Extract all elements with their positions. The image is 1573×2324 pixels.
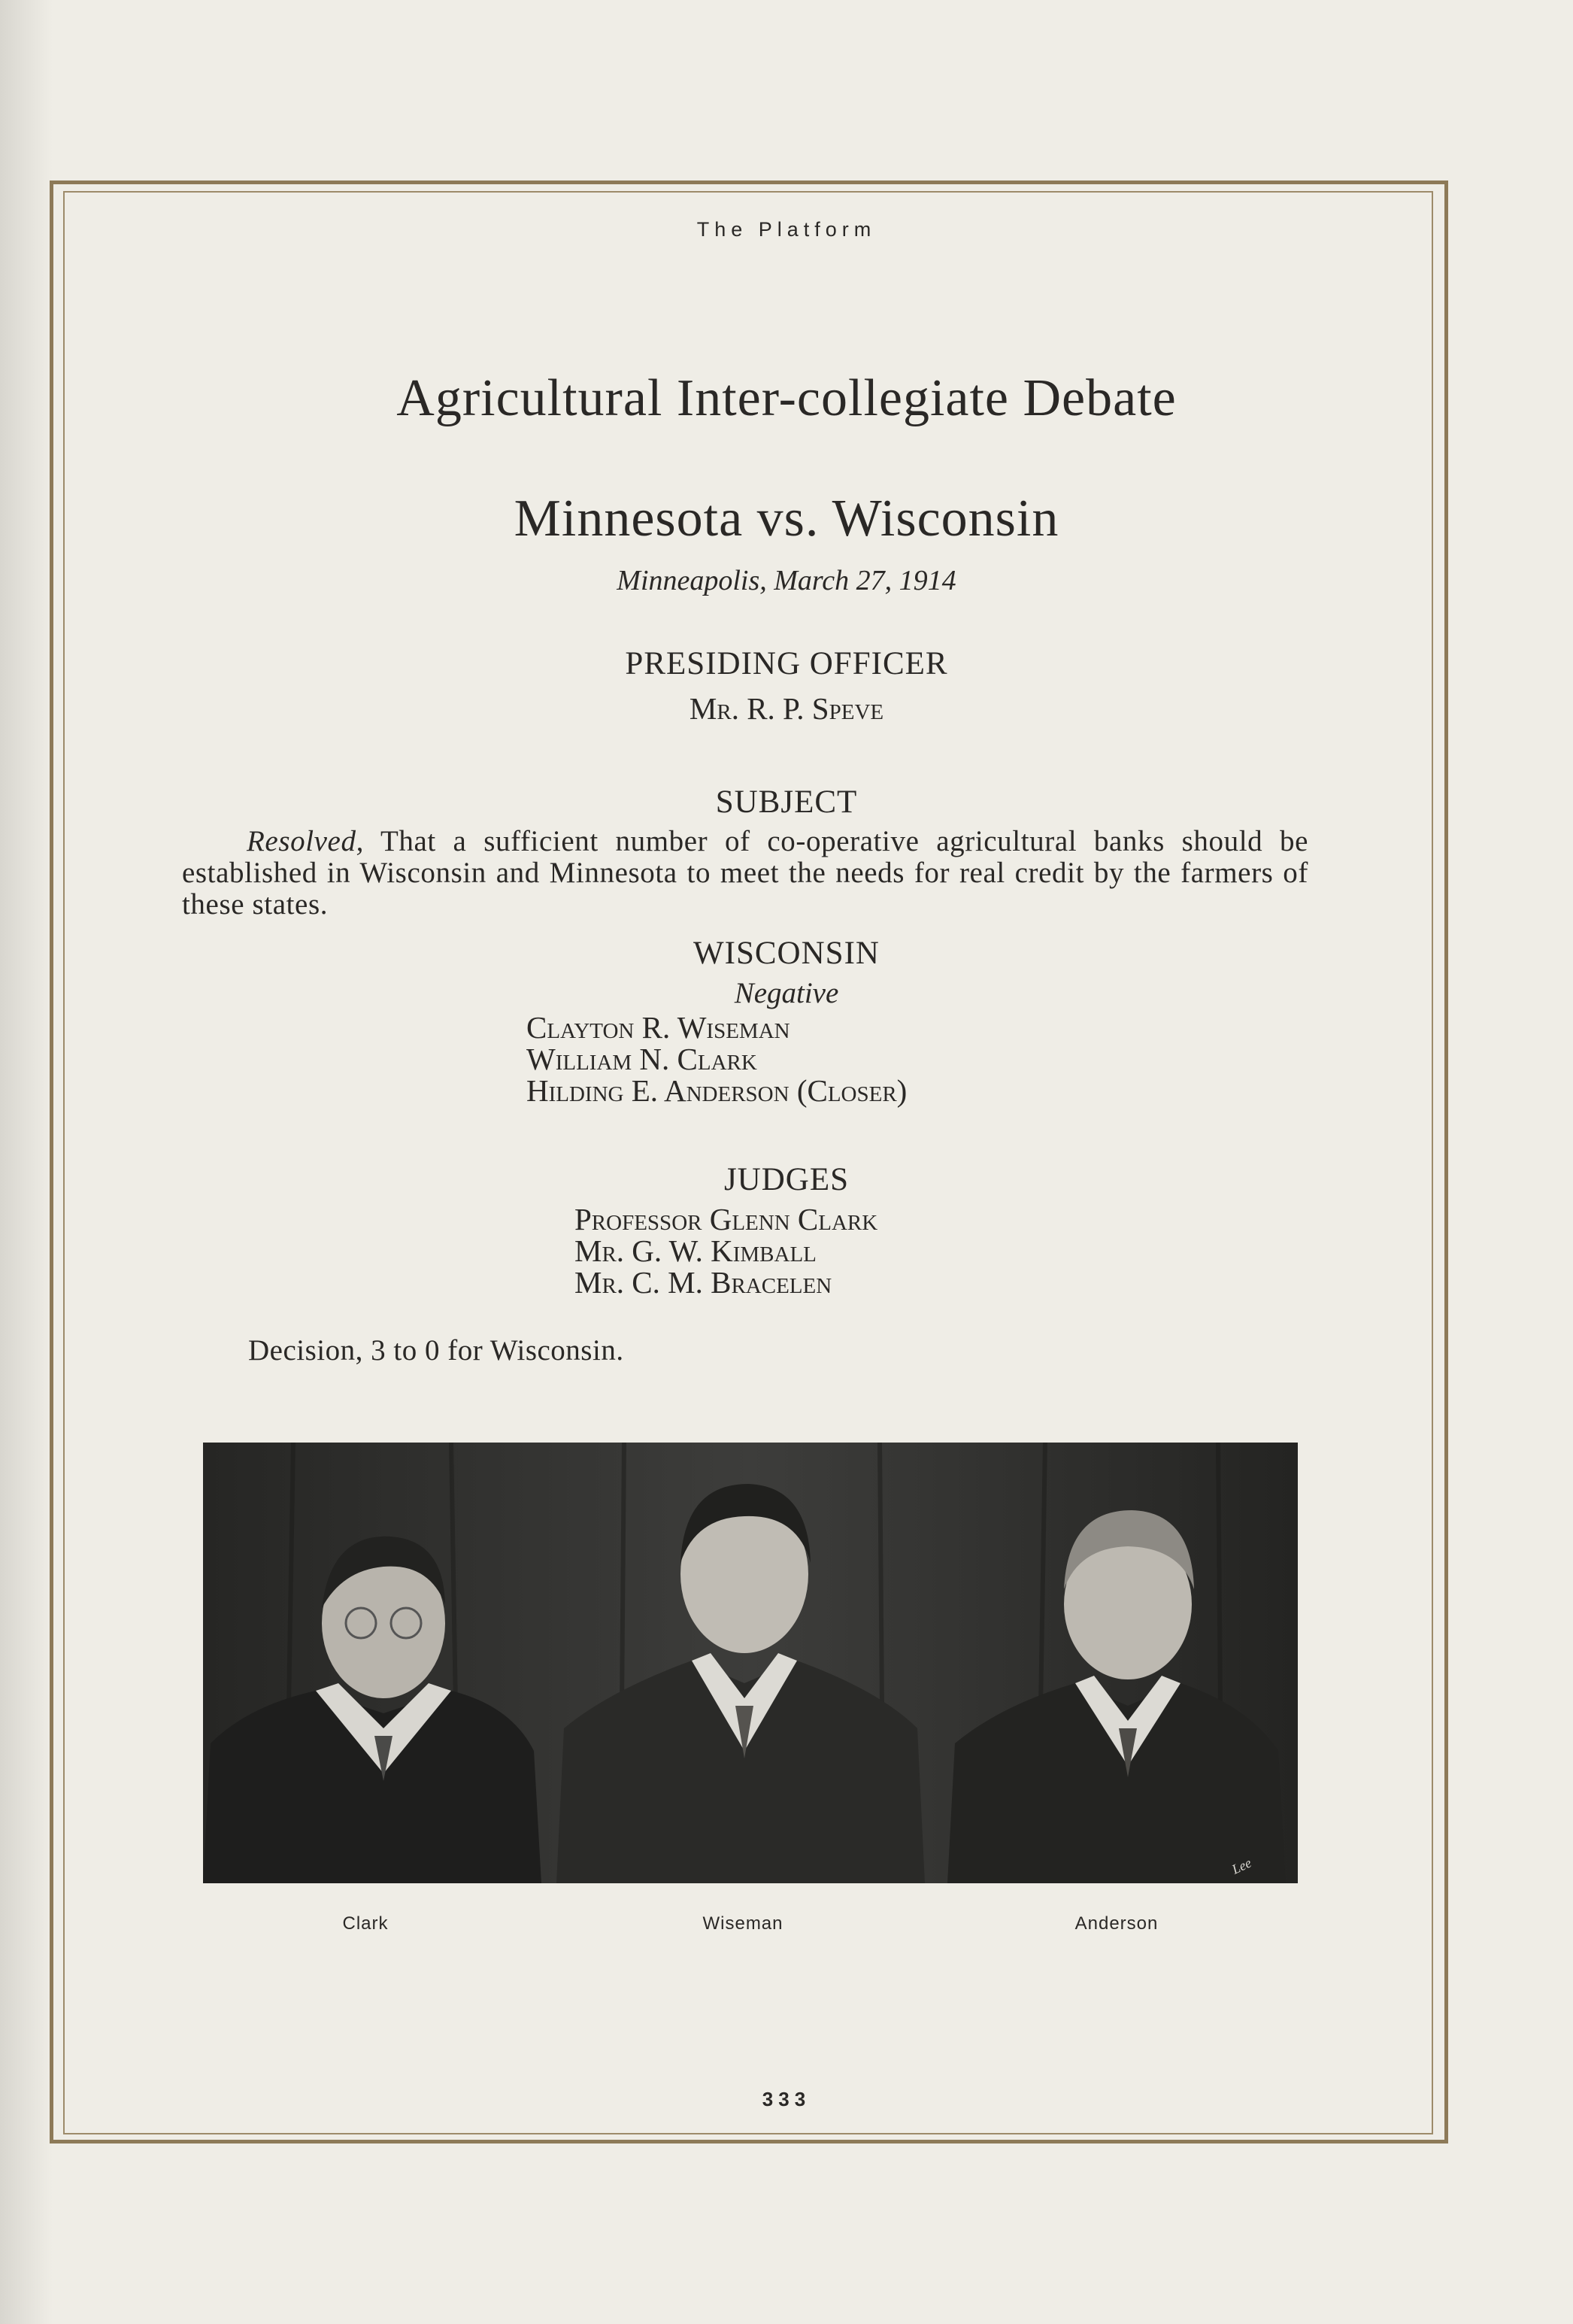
presiding-officer-name: Mr. R. P. Speve bbox=[689, 691, 884, 726]
resolution-lead: Resolved, bbox=[247, 825, 364, 857]
judge-name: Mr. C. M. Bracelen bbox=[574, 1265, 832, 1300]
caption-left: Clark bbox=[342, 1913, 389, 1934]
team-photograph-illustration bbox=[203, 1443, 1298, 1883]
caption-right: Anderson bbox=[1074, 1913, 1159, 1934]
debater-name: William N. Clark bbox=[526, 1042, 757, 1076]
caption-center: Wiseman bbox=[702, 1913, 783, 1934]
team-side: Negative bbox=[734, 977, 839, 1009]
team-photograph bbox=[203, 1443, 1298, 1883]
team-name: WISCONSIN bbox=[693, 936, 880, 971]
subject-heading: SUBJECT bbox=[715, 784, 858, 820]
place-date: Minneapolis, March 27, 1914 bbox=[617, 565, 956, 596]
resolution-paragraph bbox=[182, 826, 1308, 921]
presiding-officer-heading: PRESIDING OFFICER bbox=[625, 646, 948, 681]
resolution-text: That a sufficient number of co-operative agricultural banks should be established in Wisconsin and Minnesota to meet the needs for real credit by the farmers of these states. bbox=[182, 825, 1308, 921]
decision-text: Decision, 3 to 0 for Wisconsin. bbox=[248, 1334, 624, 1367]
judges-heading: JUDGES bbox=[723, 1162, 850, 1197]
page-title: Agricultural Inter-collegiate Debate bbox=[396, 369, 1177, 427]
judge-name: Professor Glenn Clark bbox=[574, 1202, 878, 1236]
judge-list bbox=[574, 1203, 877, 1298]
photographer-mark: Lee bbox=[1229, 1855, 1254, 1877]
debater-name: Hilding E. Anderson (Closer) bbox=[526, 1073, 908, 1108]
debater-list bbox=[526, 1012, 907, 1106]
judge-name: Mr. G. W. Kimball bbox=[574, 1233, 817, 1268]
running-head: The Platform bbox=[696, 218, 877, 241]
debate-matchup: Minnesota vs. Wisconsin bbox=[514, 490, 1059, 548]
page-number: 333 bbox=[762, 2088, 811, 2110]
debater-name: Clayton R. Wiseman bbox=[526, 1010, 790, 1045]
